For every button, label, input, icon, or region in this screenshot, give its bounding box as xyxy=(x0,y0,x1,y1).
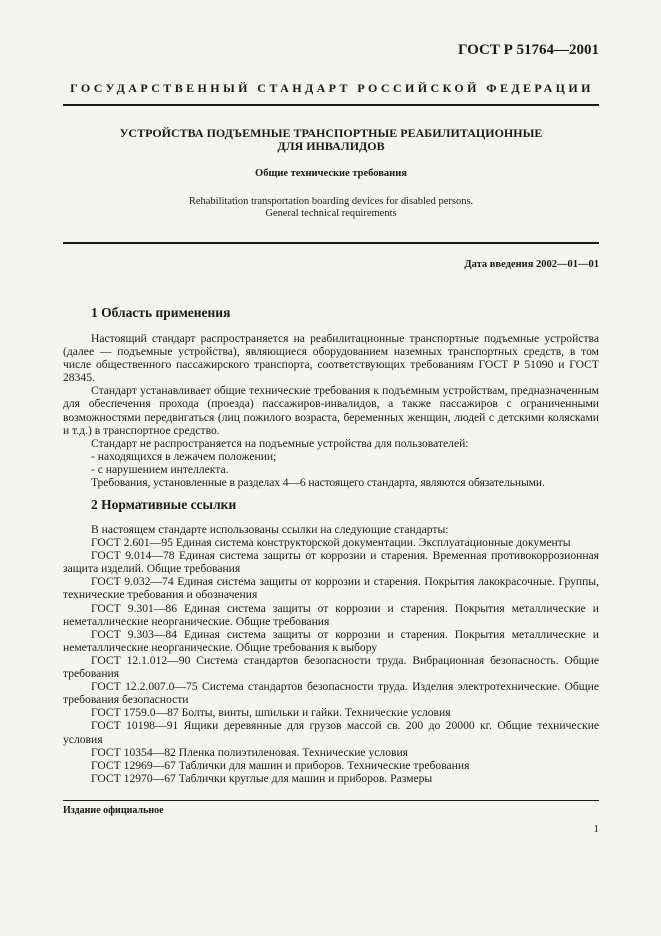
reference-item: ГОСТ 9.303—84 Единая система защиты от коррозии и старения. Покрытия металлические и неметаллические неорганические. Общие требования к выбору xyxy=(63,627,599,654)
reference-item: ГОСТ 1759.0—87 Болты, винты, шпильки и гайки. Технические условия xyxy=(91,706,451,720)
reference-item: ГОСТ 12.1.012—90 Система стандартов безопасности труда. Вибрационная безопасность. Общие требования xyxy=(63,653,599,681)
document-subtitle: Общие технические требования xyxy=(255,168,407,179)
effective-date: Дата введения 2002—01—01 xyxy=(464,259,599,270)
english-title-line-2: General technical requirements xyxy=(265,208,397,219)
footer-rule xyxy=(63,800,599,801)
header-rule xyxy=(63,104,599,106)
reference-item: ГОСТ 12970—67 Таблички круглые для машин и приборов. Размеры xyxy=(91,771,433,785)
section-1-paragraph: Стандарт не распространяется на подъемные устройства для пользователей: xyxy=(91,436,469,450)
english-title-line-1: Rehabilitation transportation boarding devices for disabled persons. xyxy=(188,196,474,207)
section-1-heading: 1 Область применения xyxy=(91,305,231,320)
list-item: - находящихся в лежачем положении; xyxy=(91,449,277,463)
section-2-body xyxy=(63,523,599,785)
section-1-paragraph: Настоящий стандарт распространяется на реабилитационные транспортные подъемные устройства (далее — подъемные устройства), являющиеся оборудованием наземных транспортных средств, в том числе общественного пассажирского транспорта, соответствующих требованиям ГОСТ Р 51090 и ГОСТ 28345. xyxy=(63,332,599,385)
reference-item: ГОСТ 2.601—95 Единая система конструкторской документации. Эксплуатационные документы xyxy=(91,536,571,550)
standard-code: ГОСТ Р 51764—2001 xyxy=(457,42,599,58)
section-1-body xyxy=(63,332,599,489)
reference-item: ГОСТ 10198—91 Ящики деревянные для грузов массой св. 200 до 20000 кг. Общие технические условия xyxy=(63,719,599,746)
document-title xyxy=(63,127,599,153)
list-item: - с нарушением интеллекта. xyxy=(91,462,229,476)
reference-item: ГОСТ 9.301—86 Единая система защиты от коррозии и старения. Покрытия металлические и неметаллические неорганические. Общие требования xyxy=(63,601,599,628)
title-rule xyxy=(63,242,599,244)
reference-item: ГОСТ 12.2.007.0—75 Система стандартов безопасности труда. Изделия электротехнические. Общие требования безопасности xyxy=(63,680,599,707)
page-number: 1 xyxy=(593,823,599,835)
english-title xyxy=(63,196,599,220)
section-1-paragraph: Требования, установленные в разделах 4—6 настоящего стандарта, являются обязательными. xyxy=(91,476,545,490)
section-1-paragraph: Стандарт устанавливает общие технические требования к подъемным устройствам, предназначенным для обеспечения прохода (проезда) пассажиров-инвалидов, а также пассажиров с ограниченными возможностями передвигаться (лиц пожилого возраста, беременных женщин, людей с детскими колясками и т.д.) в транспортное средство. xyxy=(63,384,599,437)
agency-banner: ГОСУДАРСТВЕННЫЙ СТАНДАРТ РОССИЙСКОЙ ФЕДЕРАЦИИ xyxy=(70,81,594,95)
reference-item: ГОСТ 10354—82 Пленка полиэтиленовая. Технические условия xyxy=(91,745,409,759)
title-line-1: УСТРОЙСТВА ПОДЪЕМНЫЕ ТРАНСПОРТНЫЕ РЕАБИЛИТАЦИОННЫЕ xyxy=(119,126,543,140)
edition-note: Издание официальное xyxy=(63,805,164,816)
title-line-2: ДЛЯ ИНВАЛИДОВ xyxy=(277,139,385,153)
section-2-intro: В настоящем стандарте использованы ссылки на следующие стандарты: xyxy=(91,523,449,536)
section-2-heading: 2 Нормативные ссылки xyxy=(91,497,237,512)
reference-item: ГОСТ 12969—67 Таблички для машин и приборов. Технические требования xyxy=(91,758,470,772)
reference-item: ГОСТ 9.014—78 Единая система защиты от коррозии и старения. Временная противокоррозионная защита изделий. Общие требования xyxy=(63,549,599,576)
reference-item: ГОСТ 9.032—74 Единая система защиты от коррозии и старения. Покрытия лакокрасочные. Группы, технические требования и обозначения xyxy=(63,575,599,602)
